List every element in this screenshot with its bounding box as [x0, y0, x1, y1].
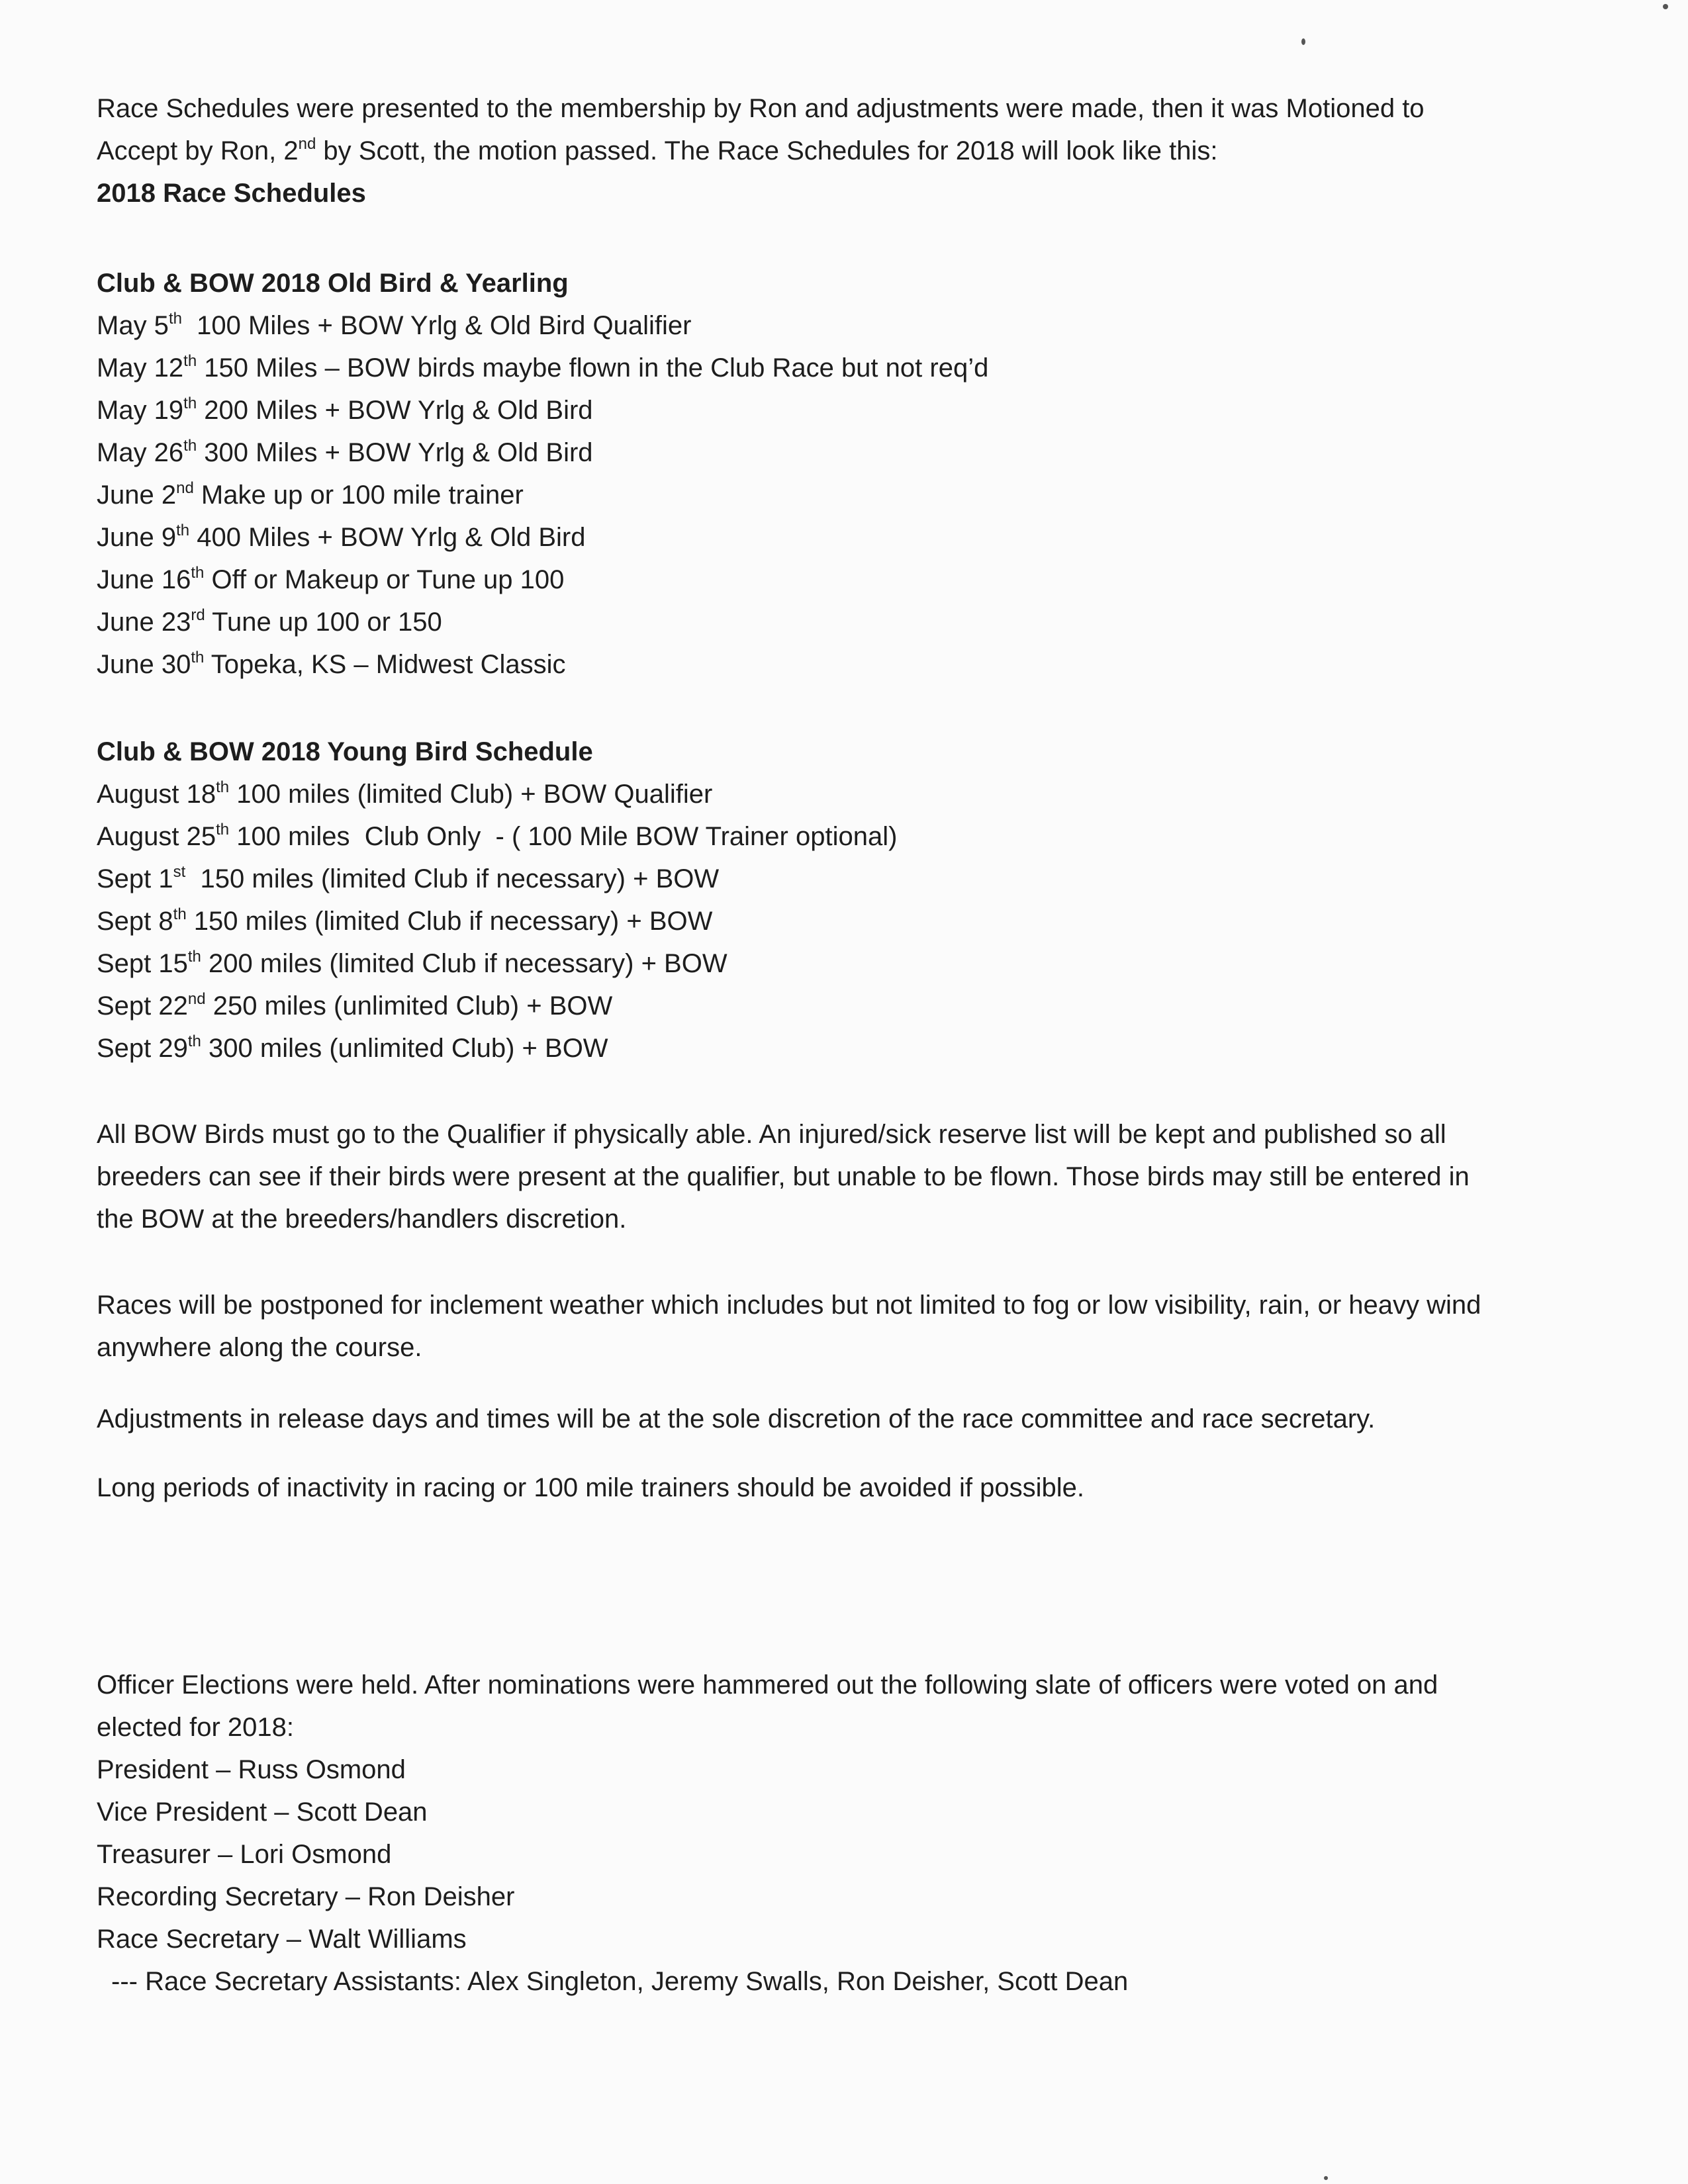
young-bird-race-row [97, 815, 1593, 858]
scan-speck [1663, 4, 1668, 9]
schedule-date: August 25 [97, 822, 216, 851]
intro-line-2-b: by Scott, the motion passed. The Race Schedules for 2018 will look like this: [316, 136, 1218, 165]
schedule-text: 150 miles (limited Club if necessary) + BOW [185, 864, 720, 893]
schedule-text: Make up or 100 mile trainer [193, 480, 524, 510]
old-bird-race-row [97, 304, 1593, 347]
schedule-date: Sept 15 [97, 949, 188, 978]
date-suffix: th [176, 521, 190, 539]
date-suffix: th [183, 394, 197, 412]
schedule-date: August 18 [97, 780, 216, 809]
intro-line-1: Race Schedules were presented to the membership by Ron and adjustments were made, then it was Motioned to [97, 94, 1425, 123]
old-bird-race-row [97, 474, 1593, 516]
rules-paragraph-4 [97, 1467, 1593, 1509]
rules-p2-line: anywhere along the course. [97, 1333, 422, 1362]
young-bird-race-row [97, 1027, 1593, 1069]
date-suffix: st [173, 862, 186, 881]
schedule-text: 100 miles Club Only - ( 100 Mile BOW Trainer optional) [229, 822, 898, 851]
schedule-date: Sept 1 [97, 864, 173, 893]
old-bird-race-row [97, 559, 1593, 601]
schedule-text: Off or Makeup or Tune up 100 [204, 565, 565, 594]
schedule-text: 300 Miles + BOW Yrlg & Old Bird [197, 438, 593, 467]
intro-line-2-sup: nd [298, 134, 316, 153]
young-bird-heading: Club & BOW 2018 Young Bird Schedule [97, 737, 593, 766]
schedule-date: June 23 [97, 608, 191, 637]
young-bird-race-row [97, 773, 1593, 815]
date-suffix: th [187, 947, 201, 966]
schedule-date: Sept 22 [97, 991, 188, 1021]
schedule-text: Topeka, KS – Midwest Classic [204, 650, 566, 679]
rules-p2-line: Races will be postponed for inclement weather which includes but not limited to fog or low visibility, rain, or heavy wind [97, 1291, 1481, 1320]
elections-section [97, 1664, 1593, 2003]
date-suffix: th [173, 905, 187, 923]
young-bird-race-row [97, 900, 1593, 942]
schedule-date: May 12 [97, 353, 184, 383]
schedule-date: Sept 29 [97, 1034, 188, 1063]
schedule-text: 400 Miles + BOW Yrlg & Old Bird [189, 523, 586, 552]
schedule-text: Tune up 100 or 150 [205, 608, 442, 637]
officer-line: Treasurer – Lori Osmond [97, 1840, 392, 1869]
old-bird-race-row [97, 601, 1593, 643]
young-bird-race-row [97, 985, 1593, 1027]
old-bird-race-row [97, 432, 1593, 474]
intro-section [97, 87, 1593, 214]
old-bird-heading: Club & BOW 2018 Old Bird & Yearling [97, 269, 569, 298]
rules-p1-line: breeders can see if their birds were present at the qualifier, but unable to be flown. Those birds may still be entered in [97, 1162, 1470, 1191]
date-suffix: th [216, 778, 230, 796]
old-bird-list [97, 304, 1593, 686]
old-bird-race-row [97, 643, 1593, 686]
intro-line-2 [97, 130, 1593, 172]
rules-p3-line: Adjustments in release days and times will be at the sole discretion of the race committee and race secretary. [97, 1404, 1376, 1433]
old-bird-section [97, 262, 1593, 686]
rules-p1-line: All BOW Birds must go to the Qualifier if physically able. An injured/sick reserve list will be kept and published so all [97, 1120, 1446, 1149]
date-suffix: th [187, 1032, 201, 1050]
date-suffix: th [168, 309, 182, 328]
date-suffix: th [183, 351, 197, 370]
young-bird-race-row [97, 858, 1593, 900]
officer-line: Race Secretary – Walt Williams [97, 1925, 467, 1954]
rules-p1-line: the BOW at the breeders/handlers discretion. [97, 1205, 627, 1234]
schedule-date: Sept 8 [97, 907, 173, 936]
schedule-date: May 19 [97, 396, 184, 425]
young-bird-list [97, 773, 1593, 1069]
officer-line: Vice President – Scott Dean [97, 1797, 428, 1827]
schedule-date: May 26 [97, 438, 184, 467]
schedule-text: 250 miles (unlimited Club) + BOW [205, 991, 613, 1021]
assistants-line: --- Race Secretary Assistants: Alex Singleton, Jeremy Swalls, Ron Deisher, Scott Dean [111, 1967, 1129, 1996]
schedule-text: 150 miles (limited Club if necessary) + BOW [186, 907, 713, 936]
young-bird-section [97, 731, 1593, 1069]
schedule-date: May 5 [97, 311, 169, 340]
scan-speck [1301, 38, 1305, 45]
old-bird-race-row [97, 347, 1593, 389]
schedule-text: 150 Miles – BOW birds maybe flown in the Club Race but not req’d [197, 353, 989, 383]
officer-line: President – Russ Osmond [97, 1755, 406, 1784]
date-suffix: th [183, 436, 197, 455]
rules-p4-line: Long periods of inactivity in racing or 100 mile trainers should be avoided if possible. [97, 1473, 1084, 1502]
elections-line-2: elected for 2018: [97, 1713, 294, 1742]
rules-paragraph-3 [97, 1398, 1593, 1440]
schedule-date: June 9 [97, 523, 177, 552]
rules-paragraph-1 [97, 1113, 1593, 1240]
rules-paragraph-2 [97, 1284, 1593, 1369]
schedules-heading: 2018 Race Schedules [97, 179, 366, 208]
schedule-text: 100 miles (limited Club) + BOW Qualifier [229, 780, 713, 809]
date-suffix: th [191, 648, 205, 666]
schedule-date: June 2 [97, 480, 177, 510]
old-bird-race-row [97, 516, 1593, 559]
young-bird-race-row [97, 942, 1593, 985]
schedule-text: 200 miles (limited Club if necessary) + BOW [201, 949, 727, 978]
officer-line: Recording Secretary – Ron Deisher [97, 1882, 515, 1911]
elections-line-1: Officer Elections were held. After nominations were hammered out the following slate of officers were voted on and [97, 1670, 1438, 1700]
schedule-text: 100 Miles + BOW Yrlg & Old Bird Qualifier [181, 311, 692, 340]
scan-speck [1324, 2176, 1328, 2180]
schedule-text: 300 miles (unlimited Club) + BOW [201, 1034, 608, 1063]
schedule-date: June 16 [97, 565, 191, 594]
date-suffix: th [191, 563, 205, 582]
date-suffix: rd [191, 606, 205, 624]
date-suffix: nd [176, 478, 194, 497]
date-suffix: nd [187, 989, 206, 1008]
schedule-date: June 30 [97, 650, 191, 679]
old-bird-race-row [97, 389, 1593, 432]
schedule-text: 200 Miles + BOW Yrlg & Old Bird [197, 396, 593, 425]
date-suffix: th [216, 820, 230, 839]
intro-line-2-a: Accept by Ron, 2 [97, 136, 299, 165]
